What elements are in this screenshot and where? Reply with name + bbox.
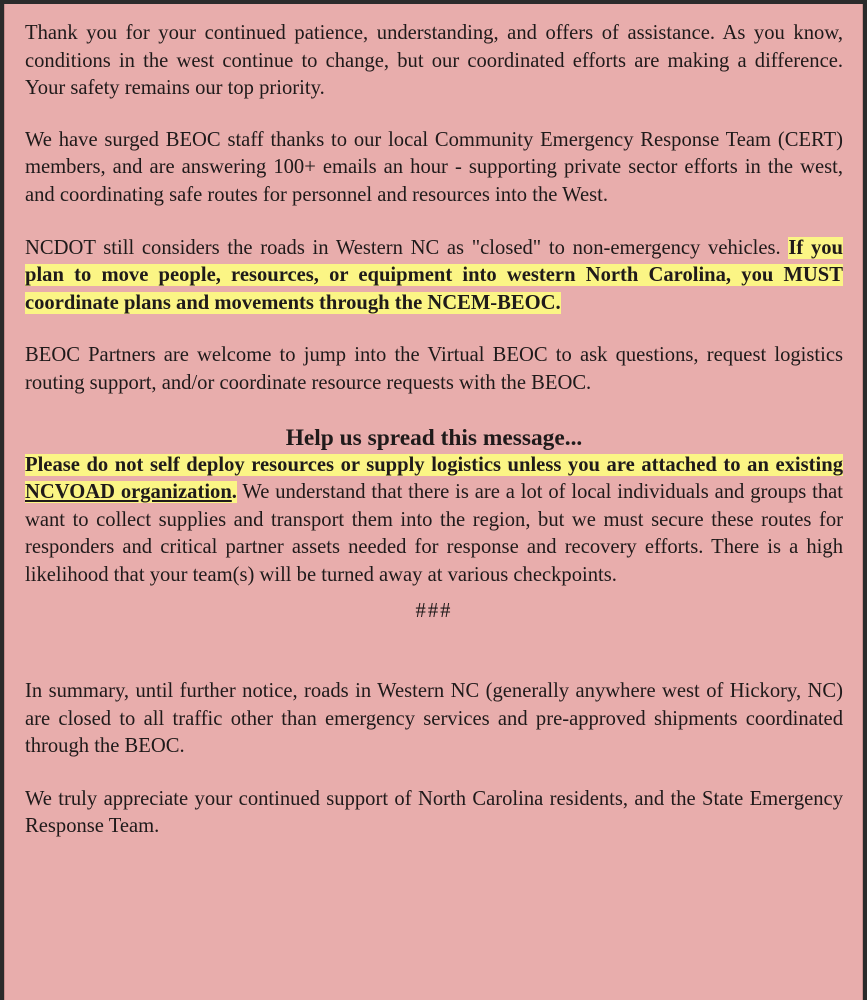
closing-paragraph: We truly appreciate your continued support of North Carolina residents, and the State Emergency Response Team.: [25, 787, 843, 838]
section-separator: ###: [415, 599, 453, 622]
document-page: [4, 4, 863, 1000]
ncdot-plain-text: NCDOT still considers the roads in Western NC as "closed" to non-emergency vehicles.: [25, 236, 789, 259]
self-deploy-paragraph: [25, 452, 843, 590]
surge-paragraph: We have surged BEOC staff thanks to our local Community Emergency Response Team (CERT) members, and are answering 100+ emails an hour - supporting private sector efforts in the west, and coordinating safe routes for personnel and resources into the West.: [25, 128, 843, 206]
spread-message-heading: Help us spread this message...: [285, 424, 583, 451]
ncvoad-link[interactable]: NCVOAD organization: [25, 481, 232, 504]
summary-paragraph: In summary, until further notice, roads in Western NC (generally anywhere west of Hickory, NC) are closed to all traffic other than emergency services and pre-approved shipments coordinated through the BEOC.: [25, 680, 843, 758]
ncdot-paragraph: [25, 235, 843, 318]
self-deploy-period: .: [231, 481, 237, 504]
partners-paragraph: BEOC Partners are welcome to jump into the Virtual BEOC to ask questions, request logistics routing support, and/or coordinate resource requests with the BEOC.: [25, 344, 843, 394]
document-body: [25, 20, 843, 841]
self-deploy-plain-text: We understand that there is are a lot of local individuals and groups that want to collect supplies and transport them into the region, but we must secure these routes for responders and critical partner assets needed for response and recovery efforts. There is a high likelihood that your team(s) will be turned away at various checkpoints.: [25, 481, 843, 586]
self-deploy-highlighted-text: Please do not self deploy resources or supply logistics unless you are attached to an existing: [25, 453, 843, 476]
intro-paragraph: Thank you for your continued patience, understanding, and offers of assistance. As you know, conditions in the west continue to change, but our coordinated efforts are making a difference. Your safety remains our top priority.: [25, 22, 843, 100]
ncdot-highlighted-text: If you plan to move people, resources, or equipment into western North Carolina, you MUST coordinate plans and movements through the NCEM-BEOC.: [25, 236, 843, 314]
